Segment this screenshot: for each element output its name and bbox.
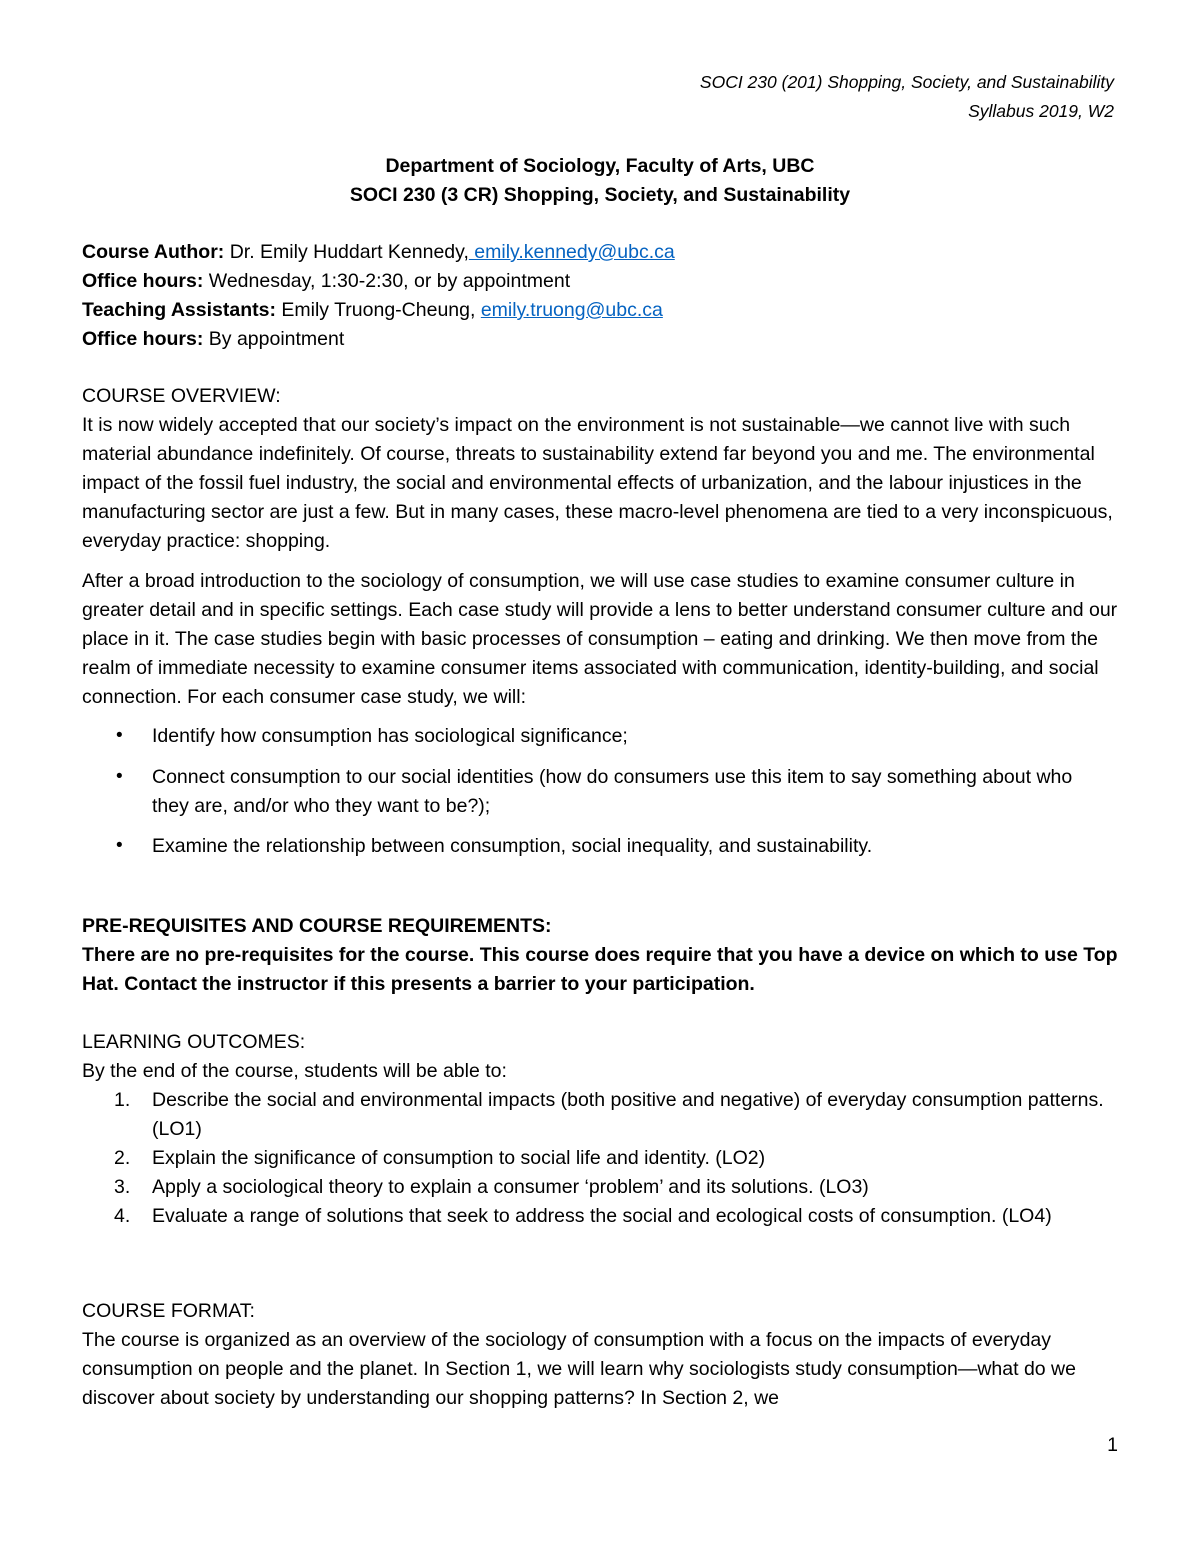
outcome-number: 3.: [114, 1176, 131, 1198]
running-header-course: SOCI 230 (201) Shopping, Society, and Sustainability: [699, 72, 1114, 92]
bullet-item: Examine the relationship between consumption, social inequality, and sustainability.: [152, 835, 873, 857]
bullet-marker: •: [116, 725, 123, 746]
department-title: Department of Sociology, Faculty of Arts, UBC: [385, 155, 815, 177]
bullet-marker: •: [116, 835, 123, 856]
course-author-line: [82, 238, 675, 267]
ta-office-hours-label: Office hours:: [82, 328, 204, 350]
page-number: 1: [1107, 1434, 1118, 1456]
course-overview-heading: COURSE OVERVIEW:: [82, 385, 281, 407]
teaching-assistants-label: Teaching Assistants:: [82, 299, 276, 321]
outcome-number: 2.: [114, 1147, 131, 1169]
bullet-item: Identify how consumption has sociological significance;: [152, 725, 628, 747]
bullet-item: Connect consumption to our social identities (how do consumers use this item to say something about who they are, and/or who they want to be?);: [152, 766, 1073, 817]
course-overview-paragraph-1: It is now widely accepted that our society’s impact on the environment is not sustainable—we cannot live with such material abundance indefinitely. Of course, threats to sustainability extend far beyond you and me. The environmental impact of the fossil fuel industry, the social and environmental effects of urbanization, and the labour injustices in the manufacturing sector are just a few. But in many cases, these macro-level phenomena are tied to a very inconspicuous, everyday practice: shopping.: [82, 414, 1113, 552]
ta-office-hours-line: [82, 325, 344, 354]
bullet-marker: •: [116, 766, 123, 787]
course-format-text: The course is organized as an overview of the sociology of consumption with a focus on the impacts of everyday consumption on people and the planet. In Section 1, we will learn why sociologists study consumption—what do we discover about society by understanding our shopping patterns? In Section 2, we: [82, 1329, 1076, 1409]
office-hours-line: [82, 267, 570, 296]
prerequisites-heading: PRE-REQUISITES AND COURSE REQUIREMENTS:: [82, 915, 552, 937]
outcome-item: Evaluate a range of solutions that seek to address the social and ecological costs of consumption. (LO4): [152, 1205, 1052, 1227]
teaching-assistants-line: [82, 296, 663, 325]
author-email-link[interactable]: emily.kennedy@ubc.ca: [468, 241, 675, 263]
learning-outcomes-heading: LEARNING OUTCOMES:: [82, 1031, 306, 1053]
course-author-value: Dr. Emily Huddart Kennedy,: [229, 241, 469, 263]
office-hours-value: Wednesday, 1:30-2:30, or by appointment: [208, 270, 571, 292]
course-title: SOCI 230 (3 CR) Shopping, Society, and Sustainability: [349, 184, 851, 206]
ta-email-link[interactable]: emily.truong@ubc.ca: [480, 299, 663, 321]
learning-outcomes-intro: By the end of the course, students will be able to:: [82, 1060, 507, 1082]
course-format-heading: COURSE FORMAT:: [82, 1300, 255, 1322]
outcome-item: Apply a sociological theory to explain a consumer ‘problem’ and its solutions. (LO3): [152, 1176, 869, 1198]
teaching-assistants-value: Emily Truong-Cheung,: [281, 299, 476, 321]
outcome-number: 4.: [114, 1205, 131, 1227]
course-author-label: Course Author:: [82, 241, 225, 263]
office-hours-label: Office hours:: [82, 270, 204, 292]
ta-office-hours-value: By appointment: [208, 328, 345, 350]
outcome-item: Explain the significance of consumption to social life and identity. (LO2): [152, 1147, 766, 1169]
outcome-number: 1.: [114, 1089, 131, 1111]
course-overview-paragraph-2: After a broad introduction to the sociology of consumption, we will use case studies to examine consumer culture in greater detail and in specific settings. Each case study will provide a lens to better understand consumer culture and our place in it. The case studies begin with basic processes of consumption – eating and drinking. We then move from the realm of immediate necessity to examine consumer items associated with communication, identity-building, and social connection. For each consumer case study, we will:: [82, 570, 1118, 708]
prerequisites-text: There are no pre-requisites for the course. This course does require that you have a device on which to use Top Hat. Contact the instructor if this presents a barrier to your participation.: [82, 944, 1118, 995]
outcome-item: Describe the social and environmental impacts (both positive and negative) of everyday consumption patterns. (LO1): [152, 1089, 1104, 1140]
running-header-syllabus: Syllabus 2019, W2: [968, 101, 1114, 121]
